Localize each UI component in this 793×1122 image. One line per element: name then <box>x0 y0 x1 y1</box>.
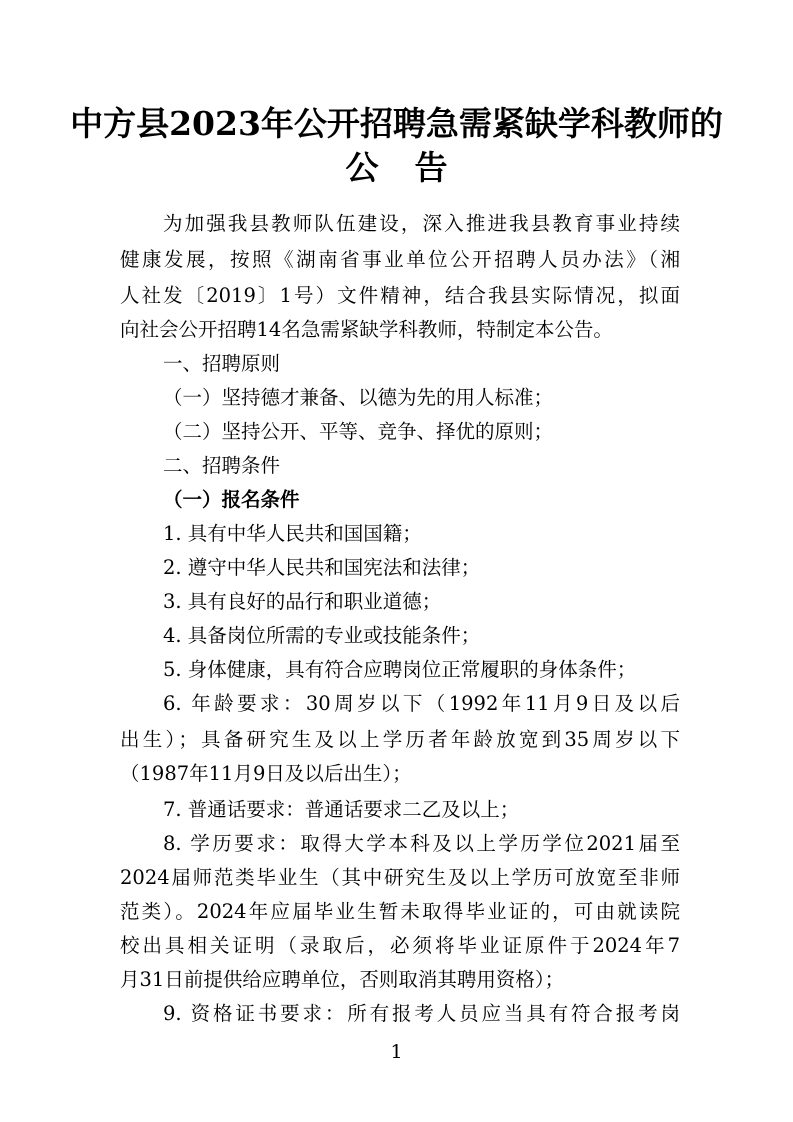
list-item: 6. 年龄要求：30周岁以下（1992年11月9日及以后 <box>163 692 680 715</box>
list-item: 5. 身体健康，具有符合应聘岗位正常履职的身体条件； <box>163 658 637 681</box>
body-line: （二）坚持公开、平等、竞争、择优的原则； <box>163 420 554 443</box>
body-line: （1987年11月9日及以后出生）； <box>120 762 412 785</box>
list-item: 1. 具有中华人民共和国国籍； <box>163 522 422 545</box>
section-heading: 一、招聘原则 <box>163 352 281 375</box>
document-title-suffix: 公告 <box>345 148 484 187</box>
body-line: 校出具相关证明（录取后，必须将毕业证原件于2024年7 <box>120 934 680 957</box>
body-line: 为加强我县教师队伍建设，深入推进我县教育事业持续 <box>163 212 680 235</box>
list-item: 9. 资格证书要求：所有报考人员应当具有符合报考岗 <box>163 1002 680 1025</box>
list-item: 3. 具有良好的品行和职业道德； <box>163 590 442 613</box>
list-item: 7. 普通话要求：普通话要求二乙及以上； <box>163 798 520 821</box>
body-line: 月31日前提供给应聘单位，否则取消其聘用资格）； <box>120 968 565 991</box>
page-number: 1 <box>390 1041 403 1063</box>
body-line: 2024届师范类毕业生（其中研究生及以上学历可放宽至非师 <box>120 866 680 889</box>
body-line: （一）坚持德才兼备、以德为先的用人标准； <box>163 386 554 409</box>
body-line: 健康发展，按照《湖南省事业单位公开招聘人员办法》（湘 <box>120 248 680 271</box>
document-title: 中方县2023年公开招聘急需紧缺学科教师的 <box>70 104 723 143</box>
section-heading: 二、招聘条件 <box>163 454 281 477</box>
list-item: 4. 具备岗位所需的专业或技能条件； <box>163 624 481 647</box>
list-item: 2. 遵守中华人民共和国宪法和法律； <box>163 556 481 579</box>
subsection-heading: （一）报名条件 <box>163 488 300 511</box>
body-line: 出生）；具备研究生及以上学历者年龄放宽到35周岁以下 <box>120 728 680 751</box>
list-item: 8. 学历要求：取得大学本科及以上学历学位2021届至 <box>163 832 680 855</box>
body-line: 人社发〔2019〕1号）文件精神，结合我县实际情况，拟面 <box>120 284 680 307</box>
body-line: 范类）。2024年应届毕业生暂未取得毕业证的，可由就读院 <box>120 900 680 923</box>
body-line: 向社会公开招聘14名急需紧缺学科教师，特制定本公告。 <box>120 318 613 341</box>
